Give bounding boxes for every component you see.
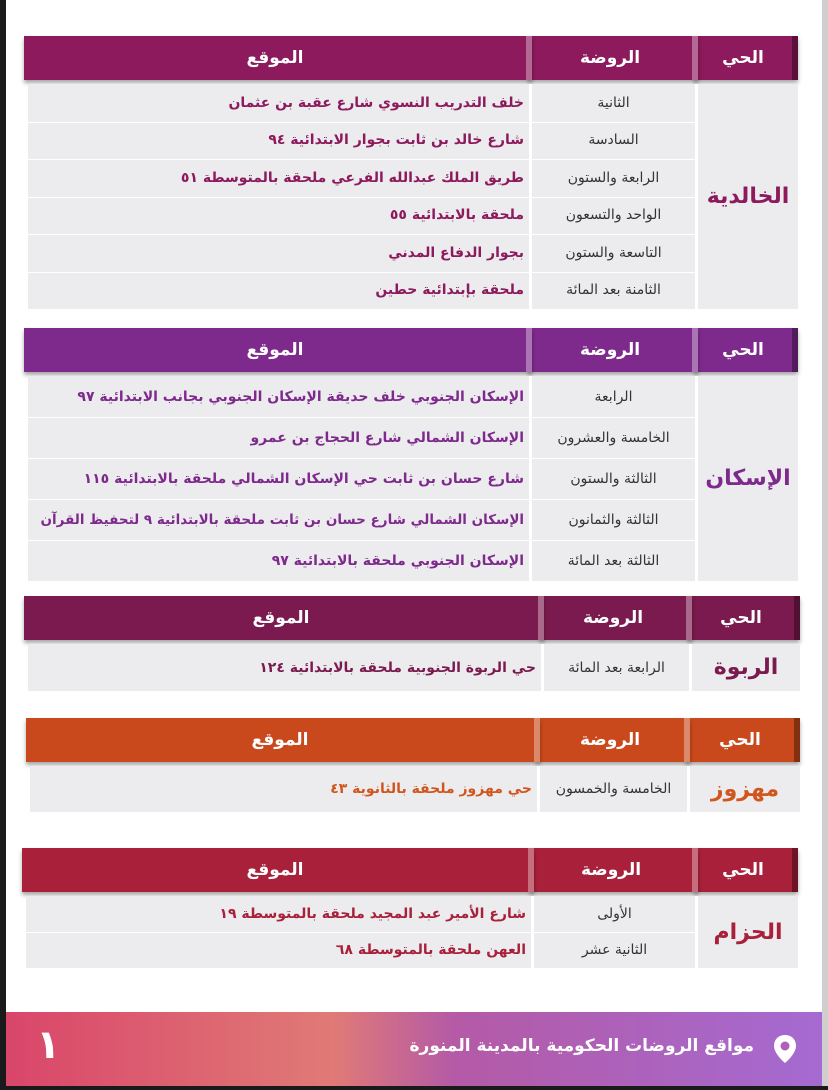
kindergarten-name: الأولى — [531, 896, 698, 932]
kindergarten-location: شارع الأمير عبد المجيد ملحقة بالمتوسطة ١٩ — [219, 906, 526, 922]
kindergarten-location: العهن ملحقة بالمتوسطة ٦٨ — [335, 942, 526, 958]
district-name: الإسكان — [705, 466, 791, 491]
page-frame-right — [822, 0, 828, 1090]
district-name: الخالدية — [706, 184, 790, 209]
kindergarten-name: الثالثة بعد المائة — [529, 540, 698, 581]
kindergarten-name: الواحد والتسعون — [529, 197, 698, 235]
kindergarten-location: حي مهزوز ملحقة بالثانوية ٤٣ — [330, 781, 532, 797]
kindergarten-name: الخامسة والعشرون — [529, 417, 698, 458]
kindergarten-location: الإسكان الشمالي شارع حسان بن ثابت ملحقة بالابتدائية ٩ لتحفيظ القرآن — [40, 511, 524, 528]
kindergarten-location: خلف التدريب النسوي شارع عقبة بن عثمان — [228, 94, 524, 111]
kindergarten-name: الثالثة والستون — [529, 458, 698, 499]
header-location: الموقع — [26, 718, 540, 762]
header-kindergarten: الروضة — [528, 328, 698, 372]
header-location: الموقع — [24, 36, 532, 80]
header-location: الموقع — [22, 848, 534, 892]
table-row — [28, 499, 698, 541]
table-row — [28, 122, 698, 161]
kindergarten-name: الثانية — [529, 84, 698, 122]
table-row — [28, 376, 698, 418]
kindergarten-location: الإسكان الجنوبي خلف حديقة الإسكان الجنوبي بجانب الابتدائية ٩٧ — [77, 388, 524, 405]
kindergarten-location: الإسكان الشمالي شارع الحجاج بن عمرو — [250, 429, 524, 446]
table-row — [28, 197, 698, 236]
table-row — [28, 84, 698, 123]
district-table — [28, 596, 800, 691]
kindergarten-name: الثانية عشر — [531, 932, 698, 968]
page-frame-left — [0, 0, 6, 1090]
header-district: الحي — [686, 718, 800, 762]
kindergarten-name: الثالثة والثمانون — [529, 499, 698, 540]
header-district: الحي — [688, 596, 800, 640]
header-district: الحي — [694, 848, 798, 892]
kindergarten-location: ملحقة بالابتدائية ٥٥ — [389, 207, 524, 224]
footer-banner — [6, 1012, 822, 1086]
location-pin-icon — [772, 1034, 798, 1064]
header-kindergarten: الروضة — [528, 36, 698, 80]
table-row — [28, 272, 698, 310]
kindergarten-location: الإسكان الجنوبي ملحقة بالابتدائية ٩٧ — [271, 552, 524, 569]
table-row — [26, 932, 698, 968]
district-name: الحزام — [713, 919, 783, 945]
table-row — [28, 159, 698, 198]
kindergarten-location: شارع حسان بن ثابت حي الإسكان الشمالي ملحقة بالابتدائية ١١٥ — [83, 470, 524, 487]
kindergarten-location: ملحقة بإبتدائية حطين — [375, 282, 524, 299]
table-row — [28, 234, 698, 273]
page-frame-bottom — [0, 1086, 828, 1090]
district-name: مهزوز — [710, 776, 780, 802]
header-kindergarten: الروضة — [530, 848, 698, 892]
district-table — [30, 718, 800, 812]
kindergarten-location: حي الربوة الجنوبية ملحقة بالابتدائية ١٢٤ — [259, 659, 536, 676]
header-location: الموقع — [24, 596, 544, 640]
table-row — [26, 896, 698, 933]
header-kindergarten: الروضة — [536, 718, 690, 762]
kindergarten-location: طريق الملك عبدالله الفرعي ملحقة بالمتوسطة ٥١ — [180, 169, 524, 186]
kindergarten-name: السادسة — [529, 122, 698, 160]
table-row — [28, 644, 692, 691]
header-location: الموقع — [24, 328, 532, 372]
district-table — [28, 328, 798, 581]
kindergarten-name: الرابعة بعد المائة — [541, 644, 692, 691]
page-number: ١ — [36, 1022, 61, 1068]
kindergarten-name: الرابعة — [529, 376, 698, 417]
kindergarten-location: شارع خالد بن ثابت بجوار الابتدائية ٩٤ — [268, 132, 524, 149]
header-district: الحي — [694, 328, 798, 372]
table-row — [28, 417, 698, 459]
kindergarten-location: بجوار الدفاع المدني — [388, 244, 524, 261]
table-row — [28, 458, 698, 500]
table-row — [28, 540, 698, 581]
table-row — [30, 766, 690, 812]
header-kindergarten: الروضة — [540, 596, 692, 640]
kindergarten-name: الثامنة بعد المائة — [529, 272, 698, 310]
district-name: الربوة — [713, 655, 779, 680]
district-table — [28, 36, 798, 309]
kindergarten-name: الرابعة والستون — [529, 159, 698, 197]
kindergarten-name: الخامسة والخمسون — [537, 766, 690, 812]
district-table — [26, 848, 798, 968]
footer-title: مواقع الروضات الحكومية بالمدينة المنورة — [409, 1036, 754, 1056]
kindergarten-name: التاسعة والستون — [529, 234, 698, 272]
header-district: الحي — [694, 36, 798, 80]
